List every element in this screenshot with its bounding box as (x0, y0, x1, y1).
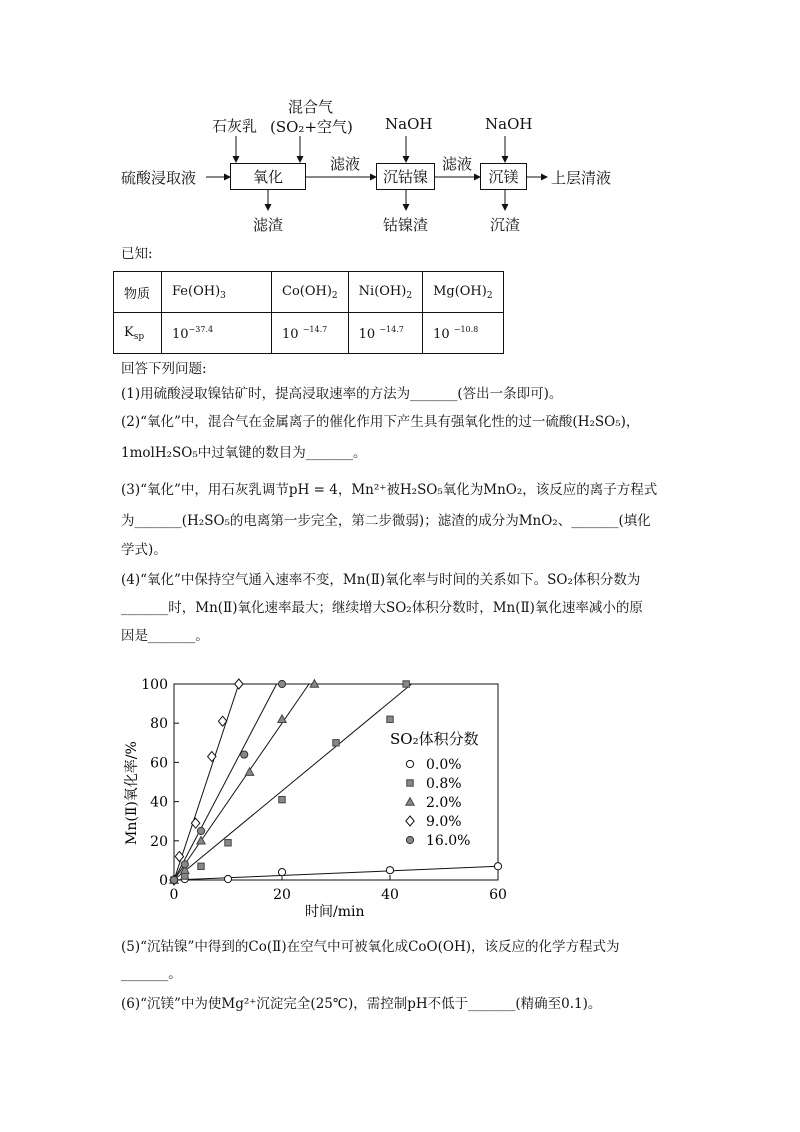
y-tick-label: 100 (141, 677, 168, 693)
data-point-square (387, 716, 393, 722)
y-tick-label: 40 (150, 794, 168, 811)
y-tick-label: 60 (150, 755, 168, 772)
flow-reagent-lime: 石灰乳 (212, 117, 258, 135)
flow-residue3: 沉渣 (490, 216, 521, 234)
data-point-square (407, 780, 413, 786)
legend-item-label: 9.0% (426, 814, 462, 830)
question-5-line1: (5)“沉钴镍”中得到的Co(Ⅱ)在空气中可被氧化成CoO(OH)，该反应的化学方程式为 (121, 939, 620, 955)
data-point-square (225, 840, 231, 846)
legend-item-label: 16.0% (426, 833, 471, 849)
data-point-diamond-open (406, 816, 414, 826)
ksp-compound (272, 272, 349, 313)
question-4-line1: (4)“氧化”中保持空气通入速率不变，Mn(Ⅱ)氧化率与时间的关系如下。SO₂体积分数为 (121, 572, 641, 588)
flow-output: 上层清液 (551, 169, 612, 187)
ksp-value-base: 10 (433, 326, 450, 342)
y-axis-label: Mn(Ⅱ)氧化率/% (124, 741, 140, 845)
question-1: (1)用硫酸浸取镍钴矿时，提高浸取速率的方法为_______(答出一条即可)。 (121, 386, 563, 402)
flow-input: 硫酸浸取液 (121, 169, 197, 187)
flow-filtrate1: 滤液 (330, 155, 361, 173)
data-point-square (198, 863, 204, 869)
flow-step-oxidize: 氧化 (230, 163, 306, 190)
ksp-value (162, 313, 272, 354)
ksp-value-base: 10 (282, 326, 299, 342)
data-point-circle-open (224, 875, 231, 882)
question-4-line3: 因是_______。 (121, 628, 209, 644)
fit-line (174, 866, 498, 880)
ksp-compound (423, 272, 504, 313)
ksp-value-row (114, 313, 504, 354)
ksp-value-exp: −10.8 (453, 324, 479, 334)
flow-reagent-gas-line1: 混合气 (288, 98, 334, 116)
data-point-circle-open (494, 863, 501, 870)
x-tick-label: 40 (381, 887, 399, 903)
fit-line (174, 684, 309, 880)
question-3-line2: 为_______(H₂SO₅的电离第一步完全，第二步微弱)；滤渣的成分为MnO₂、_______(填化 (121, 513, 651, 529)
x-tick-label: 60 (489, 887, 507, 903)
data-point-diamond-open (191, 818, 199, 828)
question-4-line2: _______时，Mn(Ⅱ)氧化速率最大；继续增大SO₂体积分数时，Mn(Ⅱ)氧化速率减小的原 (121, 600, 643, 616)
data-point-circle-open (386, 867, 393, 874)
ksp-value (423, 313, 504, 354)
ksp-compound (162, 272, 272, 313)
y-tick-label: 0 (159, 873, 168, 889)
ksp-compound-text: Ni(OH) (358, 283, 407, 299)
data-point-circle-filled (181, 861, 188, 868)
ksp-row-label-text: K (124, 324, 134, 340)
y-tick-label: 20 (150, 833, 168, 850)
ksp-compound-text: Fe(OH) (172, 283, 221, 299)
data-point-triangle (197, 836, 205, 844)
ksp-compound-sub: 2 (486, 290, 493, 301)
data-point-circle-filled (197, 827, 204, 834)
question-3-line1: (3)“氧化”中，用石灰乳调节pH = 4，Mn²⁺被H₂SO₅氧化为MnO₂，该反应的离子方程式 (121, 482, 658, 498)
flow-residue2: 钴镍渣 (383, 216, 429, 234)
ksp-value (272, 313, 349, 354)
data-point-circle-filled (241, 751, 248, 758)
flow-naoh1: NaOH (385, 115, 433, 133)
ksp-table (113, 271, 504, 354)
question-5-line2: _______。 (121, 966, 182, 982)
flow-naoh2: NaOH (485, 115, 533, 133)
answer-intro: 回答下列问题: (121, 361, 207, 377)
ksp-compound-sub: 3 (220, 290, 226, 301)
known-label: 已知: (121, 246, 153, 262)
data-point-diamond-open (175, 851, 183, 861)
ksp-value-exp: −37.4 (188, 324, 214, 334)
data-point-circle-filled (170, 876, 177, 883)
question-3-line3: 学式)。 (121, 542, 167, 558)
ksp-row-label-sub: sp (133, 331, 145, 342)
data-point-triangle (310, 680, 318, 688)
data-point-square (279, 796, 285, 802)
ksp-compound-text: Mg(OH) (433, 283, 487, 299)
data-point-circle-filled (278, 680, 285, 687)
y-tick-label: 80 (150, 716, 168, 733)
flow-step-mg: 沉镁 (480, 163, 527, 190)
ksp-value-exp: −14.7 (302, 324, 328, 334)
ksp-header-row (114, 272, 504, 313)
ksp-compound-sub: 2 (406, 290, 413, 301)
fit-line (174, 684, 239, 880)
flow-filtrate2: 滤液 (442, 155, 473, 173)
data-point-diamond-open (208, 752, 216, 762)
legend-item-label: 0.8% (426, 776, 462, 792)
ksp-compound-sub: 2 (331, 290, 338, 301)
chart-legend (390, 730, 479, 849)
fit-line (174, 684, 412, 880)
oxidation-rate-chart (110, 660, 530, 930)
data-point-diamond-open (235, 679, 243, 689)
ksp-value-base: 10 (358, 326, 376, 342)
legend-item-label: 2.0% (426, 795, 462, 811)
flow-reagent-gas-line2: (SO₂+空气) (270, 118, 353, 136)
question-2-line1: (2)“氧化”中，混合气在金属离子的催化作用下产生具有强氧化性的过一硫酸(H₂SO₅)， (121, 414, 640, 430)
data-point-circle-open (406, 760, 413, 767)
ksp-row-label (114, 313, 162, 354)
x-tick-label: 20 (273, 887, 291, 903)
legend-item-label: 0.0% (426, 757, 462, 773)
ksp-compound (348, 272, 422, 313)
question-6: (6)“沉镁”中为使Mg²⁺沉淀完全(25℃)，需控制pH不低于_______(精确至0.1)。 (121, 996, 602, 1012)
flow-residue1: 滤渣 (253, 216, 284, 234)
ksp-header-label: 物质 (114, 272, 162, 313)
ksp-value (348, 313, 422, 354)
ksp-value-base: 10 (172, 326, 189, 342)
data-point-circle-filled (406, 836, 413, 843)
x-tick-label: 0 (169, 887, 179, 903)
data-point-square (403, 681, 409, 687)
ksp-value-exp: −14.7 (379, 324, 404, 334)
question-2-line2: 1molH₂SO₅中过氧键的数目为_______。 (121, 445, 367, 461)
legend-title: SO₂体积分数 (390, 730, 479, 748)
ksp-compound-text: Co(OH) (282, 283, 332, 299)
data-point-circle-open (278, 869, 285, 876)
flow-step-co-ni: 沉钴镍 (376, 163, 435, 190)
data-point-triangle (406, 798, 414, 806)
data-point-square (333, 740, 339, 746)
data-point-triangle (245, 768, 253, 776)
fit-line (174, 684, 277, 880)
x-axis-label: 时间/min (305, 904, 365, 920)
